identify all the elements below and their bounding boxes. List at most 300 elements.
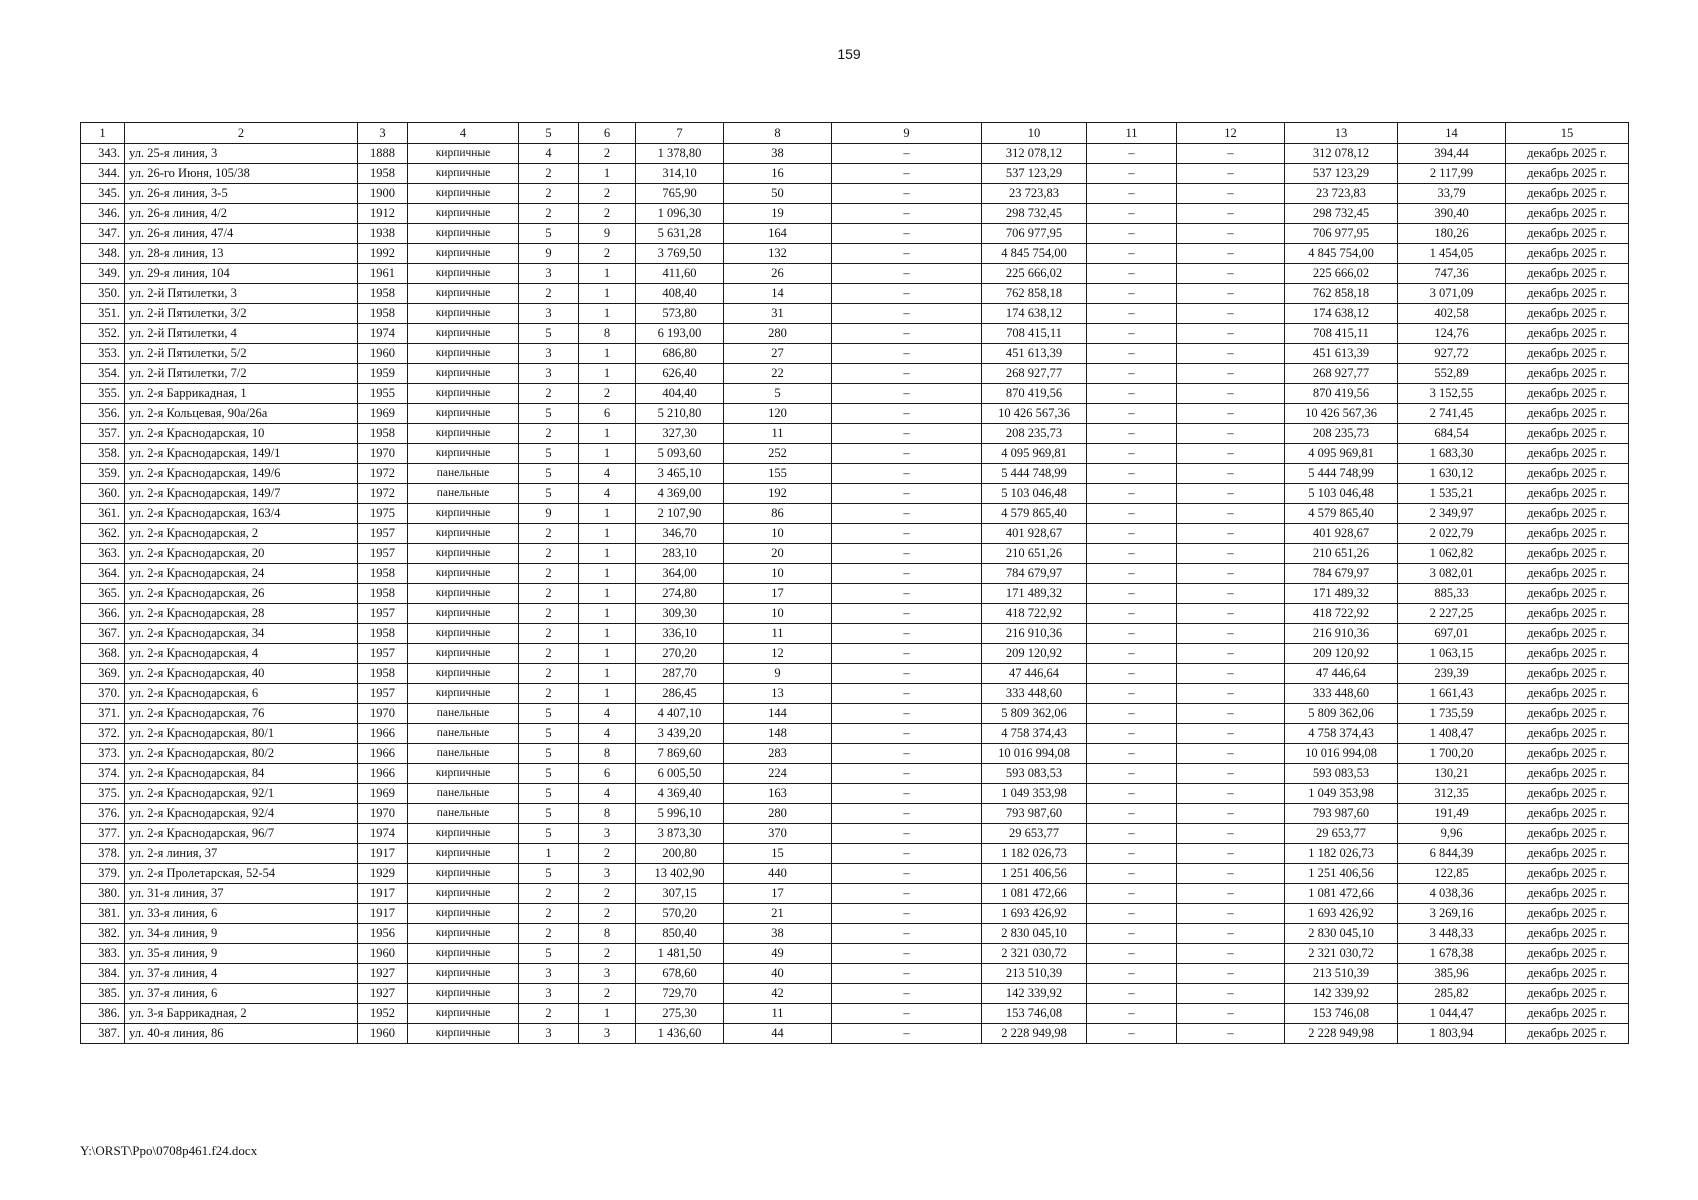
table-cell-col-9: – xyxy=(832,804,982,824)
table-cell-col-4: кирпичные xyxy=(408,824,519,844)
table-cell-col-15: декабрь 2025 г. xyxy=(1506,424,1629,444)
table-cell-col-4: панельные xyxy=(408,464,519,484)
table-cell-col-3: 1972 xyxy=(358,484,408,504)
table-row xyxy=(81,684,1629,704)
table-cell-col-6: 1 xyxy=(579,164,636,184)
table-cell-col-1: 384. xyxy=(81,964,125,984)
table-cell-col-12: – xyxy=(1177,724,1285,744)
table-cell-col-12: – xyxy=(1177,804,1285,824)
table-cell-col-7: 3 769,50 xyxy=(636,244,724,264)
table-cell-col-11: – xyxy=(1087,1024,1177,1044)
table-cell-col-13: 1 693 426,92 xyxy=(1285,904,1398,924)
table-cell-col-11: – xyxy=(1087,424,1177,444)
table-cell-col-1: 375. xyxy=(81,784,125,804)
table-header-row xyxy=(81,123,1629,144)
table-cell-col-6: 1 xyxy=(579,304,636,324)
table-cell-col-14: 180,26 xyxy=(1398,224,1506,244)
table-cell-col-6: 2 xyxy=(579,984,636,1004)
table-cell-col-1: 374. xyxy=(81,764,125,784)
table-cell-col-5: 5 xyxy=(519,804,579,824)
table-cell-col-2: ул. 25-я линия, 3 xyxy=(125,144,358,164)
table-cell-col-15: декабрь 2025 г. xyxy=(1506,984,1629,1004)
table-cell-col-3: 1958 xyxy=(358,164,408,184)
table-cell-col-4: панельные xyxy=(408,784,519,804)
table-cell-col-2: ул. 2-я Краснодарская, 163/4 xyxy=(125,504,358,524)
table-cell-col-7: 4 369,40 xyxy=(636,784,724,804)
table-row xyxy=(81,664,1629,684)
table-cell-col-10: 10 426 567,36 xyxy=(982,404,1087,424)
table-cell-col-10: 4 095 969,81 xyxy=(982,444,1087,464)
table-cell-col-1: 379. xyxy=(81,864,125,884)
table-cell-col-9: – xyxy=(832,444,982,464)
table-cell-col-10: 451 613,39 xyxy=(982,344,1087,364)
table-cell-col-9: – xyxy=(832,164,982,184)
table-cell-col-6: 1 xyxy=(579,604,636,624)
table-cell-col-15: декабрь 2025 г. xyxy=(1506,324,1629,344)
table-cell-col-2: ул. 2-я Краснодарская, 4 xyxy=(125,644,358,664)
table-cell-col-1: 376. xyxy=(81,804,125,824)
table-cell-col-15: декабрь 2025 г. xyxy=(1506,724,1629,744)
table-cell-col-9: – xyxy=(832,484,982,504)
table-cell-col-6: 2 xyxy=(579,144,636,164)
table-cell-col-5: 2 xyxy=(519,684,579,704)
table-cell-col-5: 4 xyxy=(519,144,579,164)
table-cell-col-14: 3 071,09 xyxy=(1398,284,1506,304)
table-cell-col-10: 209 120,92 xyxy=(982,644,1087,664)
table-cell-col-7: 570,20 xyxy=(636,904,724,924)
table-row xyxy=(81,864,1629,884)
table-cell-col-13: 4 845 754,00 xyxy=(1285,244,1398,264)
table-cell-col-15: декабрь 2025 г. xyxy=(1506,364,1629,384)
table-cell-col-7: 309,30 xyxy=(636,604,724,624)
table-cell-col-8: 120 xyxy=(724,404,832,424)
table-cell-col-3: 1960 xyxy=(358,1024,408,1044)
table-cell-col-10: 5 103 046,48 xyxy=(982,484,1087,504)
table-cell-col-15: декабрь 2025 г. xyxy=(1506,164,1629,184)
table-cell-col-5: 3 xyxy=(519,364,579,384)
table-cell-col-1: 373. xyxy=(81,744,125,764)
table-cell-col-8: 86 xyxy=(724,504,832,524)
table-cell-col-14: 3 269,16 xyxy=(1398,904,1506,924)
table-cell-col-4: кирпичные xyxy=(408,624,519,644)
table-cell-col-7: 6 005,50 xyxy=(636,764,724,784)
table-cell-col-8: 50 xyxy=(724,184,832,204)
table-cell-col-15: декабрь 2025 г. xyxy=(1506,444,1629,464)
table-cell-col-7: 286,45 xyxy=(636,684,724,704)
table-cell-col-3: 1970 xyxy=(358,444,408,464)
table-cell-col-3: 1958 xyxy=(358,304,408,324)
table-cell-col-1: 358. xyxy=(81,444,125,464)
table-cell-col-5: 3 xyxy=(519,344,579,364)
table-cell-col-7: 13 402,90 xyxy=(636,864,724,884)
table-cell-col-9: – xyxy=(832,304,982,324)
table-cell-col-9: – xyxy=(832,944,982,964)
table-cell-col-15: декабрь 2025 г. xyxy=(1506,484,1629,504)
table-cell-col-15: декабрь 2025 г. xyxy=(1506,604,1629,624)
table-cell-col-15: декабрь 2025 г. xyxy=(1506,384,1629,404)
table-cell-col-4: кирпичные xyxy=(408,544,519,564)
table-cell-col-13: 2 228 949,98 xyxy=(1285,1024,1398,1044)
table-cell-col-8: 10 xyxy=(724,524,832,544)
table-cell-col-3: 1959 xyxy=(358,364,408,384)
table-cell-col-4: кирпичные xyxy=(408,164,519,184)
table-cell-col-14: 552,89 xyxy=(1398,364,1506,384)
table-cell-col-4: кирпичные xyxy=(408,444,519,464)
table-cell-col-10: 1 251 406,56 xyxy=(982,864,1087,884)
table-cell-col-6: 2 xyxy=(579,204,636,224)
table-cell-col-3: 1958 xyxy=(358,424,408,444)
table-cell-col-13: 5 103 046,48 xyxy=(1285,484,1398,504)
table-cell-col-15: декабрь 2025 г. xyxy=(1506,204,1629,224)
table-cell-col-13: 1 081 472,66 xyxy=(1285,884,1398,904)
table-cell-col-10: 4 845 754,00 xyxy=(982,244,1087,264)
table-row xyxy=(81,324,1629,344)
table-cell-col-14: 312,35 xyxy=(1398,784,1506,804)
table-cell-col-9: – xyxy=(832,364,982,384)
table-cell-col-3: 1969 xyxy=(358,404,408,424)
table-cell-col-14: 1 661,43 xyxy=(1398,684,1506,704)
table-cell-col-14: 124,76 xyxy=(1398,324,1506,344)
table-cell-col-12: – xyxy=(1177,944,1285,964)
table-cell-col-4: кирпичные xyxy=(408,264,519,284)
table-cell-col-12: – xyxy=(1177,524,1285,544)
table-cell-col-4: кирпичные xyxy=(408,564,519,584)
table-row xyxy=(81,924,1629,944)
table-cell-col-11: – xyxy=(1087,784,1177,804)
table-cell-col-10: 4 579 865,40 xyxy=(982,504,1087,524)
table-cell-col-13: 762 858,18 xyxy=(1285,284,1398,304)
table-cell-col-3: 1972 xyxy=(358,464,408,484)
table-cell-col-2: ул. 35-я линия, 9 xyxy=(125,944,358,964)
table-cell-col-12: – xyxy=(1177,204,1285,224)
table-cell-col-13: 216 910,36 xyxy=(1285,624,1398,644)
table-cell-col-8: 440 xyxy=(724,864,832,884)
table-cell-col-11: – xyxy=(1087,504,1177,524)
table-cell-col-9: – xyxy=(832,504,982,524)
table-cell-col-3: 1958 xyxy=(358,284,408,304)
table-cell-col-4: кирпичные xyxy=(408,524,519,544)
table-cell-col-10: 213 510,39 xyxy=(982,964,1087,984)
table-cell-col-10: 5 444 748,99 xyxy=(982,464,1087,484)
table-cell-col-14: 122,85 xyxy=(1398,864,1506,884)
table-cell-col-14: 385,96 xyxy=(1398,964,1506,984)
table-cell-col-5: 2 xyxy=(519,524,579,544)
table-cell-col-15: декабрь 2025 г. xyxy=(1506,904,1629,924)
table-cell-col-3: 1957 xyxy=(358,644,408,664)
table-cell-col-13: 537 123,29 xyxy=(1285,164,1398,184)
table-cell-col-9: – xyxy=(832,424,982,444)
table-cell-col-7: 5 631,28 xyxy=(636,224,724,244)
table-cell-col-1: 359. xyxy=(81,464,125,484)
table-cell-col-14: 1 683,30 xyxy=(1398,444,1506,464)
table-cell-col-15: декабрь 2025 г. xyxy=(1506,784,1629,804)
table-row xyxy=(81,544,1629,564)
table-cell-col-13: 171 489,32 xyxy=(1285,584,1398,604)
table-cell-col-2: ул. 2-я Краснодарская, 10 xyxy=(125,424,358,444)
table-cell-col-15: декабрь 2025 г. xyxy=(1506,964,1629,984)
column-header-2: 2 xyxy=(125,123,358,144)
table-cell-col-9: – xyxy=(832,1024,982,1044)
table-cell-col-8: 224 xyxy=(724,764,832,784)
table-cell-col-10: 1 182 026,73 xyxy=(982,844,1087,864)
table-cell-col-8: 11 xyxy=(724,1004,832,1024)
table-cell-col-5: 3 xyxy=(519,984,579,1004)
table-row xyxy=(81,164,1629,184)
table-cell-col-9: – xyxy=(832,984,982,1004)
table-cell-col-12: – xyxy=(1177,224,1285,244)
table-cell-col-4: кирпичные xyxy=(408,644,519,664)
table-cell-col-12: – xyxy=(1177,664,1285,684)
table-cell-col-11: – xyxy=(1087,864,1177,884)
table-cell-col-7: 327,30 xyxy=(636,424,724,444)
table-cell-col-5: 5 xyxy=(519,864,579,884)
table-cell-col-12: – xyxy=(1177,284,1285,304)
table-cell-col-5: 2 xyxy=(519,644,579,664)
table-cell-col-4: кирпичные xyxy=(408,1004,519,1024)
table-cell-col-2: ул. 2-я Краснодарская, 80/2 xyxy=(125,744,358,764)
table-cell-col-11: – xyxy=(1087,924,1177,944)
table-cell-col-11: – xyxy=(1087,644,1177,664)
table-cell-col-3: 1917 xyxy=(358,904,408,924)
table-cell-col-3: 1938 xyxy=(358,224,408,244)
table-cell-col-6: 1 xyxy=(579,584,636,604)
table-cell-col-13: 333 448,60 xyxy=(1285,684,1398,704)
table-cell-col-10: 706 977,95 xyxy=(982,224,1087,244)
table-cell-col-7: 336,10 xyxy=(636,624,724,644)
table-cell-col-4: кирпичные xyxy=(408,924,519,944)
table-cell-col-15: декабрь 2025 г. xyxy=(1506,664,1629,684)
table-cell-col-7: 408,40 xyxy=(636,284,724,304)
table-cell-col-7: 686,80 xyxy=(636,344,724,364)
table-cell-col-10: 4 758 374,43 xyxy=(982,724,1087,744)
table-cell-col-8: 17 xyxy=(724,884,832,904)
table-cell-col-11: – xyxy=(1087,944,1177,964)
table-cell-col-8: 144 xyxy=(724,704,832,724)
table-cell-col-15: декабрь 2025 г. xyxy=(1506,284,1629,304)
table-cell-col-7: 6 193,00 xyxy=(636,324,724,344)
table-cell-col-11: – xyxy=(1087,624,1177,644)
table-cell-col-1: 366. xyxy=(81,604,125,624)
table-cell-col-13: 451 613,39 xyxy=(1285,344,1398,364)
table-cell-col-8: 192 xyxy=(724,484,832,504)
table-cell-col-10: 1 693 426,92 xyxy=(982,904,1087,924)
table-cell-col-9: – xyxy=(832,684,982,704)
table-cell-col-3: 1960 xyxy=(358,944,408,964)
table-row xyxy=(81,824,1629,844)
table-cell-col-5: 2 xyxy=(519,1004,579,1024)
table-cell-col-14: 2 117,99 xyxy=(1398,164,1506,184)
table-cell-col-7: 2 107,90 xyxy=(636,504,724,524)
table-cell-col-7: 1 096,30 xyxy=(636,204,724,224)
table-cell-col-7: 275,30 xyxy=(636,1004,724,1024)
table-cell-col-7: 5 996,10 xyxy=(636,804,724,824)
table-cell-col-14: 697,01 xyxy=(1398,624,1506,644)
table-cell-col-8: 163 xyxy=(724,784,832,804)
table-cell-col-11: – xyxy=(1087,304,1177,324)
column-header-13: 13 xyxy=(1285,123,1398,144)
table-cell-col-9: – xyxy=(832,264,982,284)
table-cell-col-11: – xyxy=(1087,404,1177,424)
table-cell-col-5: 5 xyxy=(519,744,579,764)
table-row xyxy=(81,884,1629,904)
table-cell-col-5: 1 xyxy=(519,844,579,864)
table-cell-col-14: 1 063,15 xyxy=(1398,644,1506,664)
table-cell-col-1: 368. xyxy=(81,644,125,664)
table-cell-col-2: ул. 2-я Краснодарская, 24 xyxy=(125,564,358,584)
column-header-7: 7 xyxy=(636,123,724,144)
table-cell-col-2: ул. 2-я Краснодарская, 34 xyxy=(125,624,358,644)
table-cell-col-11: – xyxy=(1087,524,1177,544)
table-cell-col-8: 370 xyxy=(724,824,832,844)
table-cell-col-11: – xyxy=(1087,484,1177,504)
table-cell-col-10: 5 809 362,06 xyxy=(982,704,1087,724)
table-cell-col-10: 784 679,97 xyxy=(982,564,1087,584)
table-cell-col-11: – xyxy=(1087,884,1177,904)
table-cell-col-7: 274,80 xyxy=(636,584,724,604)
table-cell-col-1: 370. xyxy=(81,684,125,704)
table-cell-col-9: – xyxy=(832,464,982,484)
table-cell-col-3: 1970 xyxy=(358,804,408,824)
table-cell-col-7: 346,70 xyxy=(636,524,724,544)
table-cell-col-7: 4 369,00 xyxy=(636,484,724,504)
table-cell-col-14: 885,33 xyxy=(1398,584,1506,604)
table-cell-col-3: 1952 xyxy=(358,1004,408,1024)
table-cell-col-4: кирпичные xyxy=(408,504,519,524)
table-cell-col-7: 307,15 xyxy=(636,884,724,904)
table-cell-col-6: 1 xyxy=(579,264,636,284)
table-cell-col-3: 1957 xyxy=(358,544,408,564)
table-cell-col-3: 1960 xyxy=(358,344,408,364)
table-cell-col-2: ул. 2-я Краснодарская, 96/7 xyxy=(125,824,358,844)
table-cell-col-14: 1 678,38 xyxy=(1398,944,1506,964)
table-cell-col-11: – xyxy=(1087,164,1177,184)
table-cell-col-8: 13 xyxy=(724,684,832,704)
table-cell-col-13: 793 987,60 xyxy=(1285,804,1398,824)
table-cell-col-7: 678,60 xyxy=(636,964,724,984)
table-row xyxy=(81,224,1629,244)
table-cell-col-7: 3 439,20 xyxy=(636,724,724,744)
table-cell-col-14: 747,36 xyxy=(1398,264,1506,284)
table-cell-col-2: ул. 2-я Краснодарская, 2 xyxy=(125,524,358,544)
table-cell-col-7: 765,90 xyxy=(636,184,724,204)
table-cell-col-13: 1 182 026,73 xyxy=(1285,844,1398,864)
table-cell-col-12: – xyxy=(1177,1004,1285,1024)
table-cell-col-9: – xyxy=(832,184,982,204)
table-cell-col-12: – xyxy=(1177,344,1285,364)
table-cell-col-9: – xyxy=(832,724,982,744)
table-cell-col-7: 850,40 xyxy=(636,924,724,944)
table-cell-col-12: – xyxy=(1177,444,1285,464)
table-cell-col-12: – xyxy=(1177,964,1285,984)
table-cell-col-8: 21 xyxy=(724,904,832,924)
table-cell-col-10: 174 638,12 xyxy=(982,304,1087,324)
table-cell-col-11: – xyxy=(1087,444,1177,464)
table-cell-col-6: 4 xyxy=(579,724,636,744)
table-cell-col-1: 362. xyxy=(81,524,125,544)
table-cell-col-3: 1957 xyxy=(358,524,408,544)
table-cell-col-7: 364,00 xyxy=(636,564,724,584)
table-cell-col-10: 216 910,36 xyxy=(982,624,1087,644)
table-cell-col-6: 1 xyxy=(579,524,636,544)
table-cell-col-10: 29 653,77 xyxy=(982,824,1087,844)
table-cell-col-8: 9 xyxy=(724,664,832,684)
table-cell-col-10: 1 049 353,98 xyxy=(982,784,1087,804)
column-header-3: 3 xyxy=(358,123,408,144)
table-cell-col-2: ул. 2-й Пятилетки, 5/2 xyxy=(125,344,358,364)
table-cell-col-13: 706 977,95 xyxy=(1285,224,1398,244)
table-cell-col-12: – xyxy=(1177,684,1285,704)
table-cell-col-4: кирпичные xyxy=(408,284,519,304)
table-cell-col-10: 208 235,73 xyxy=(982,424,1087,444)
table-cell-col-9: – xyxy=(832,544,982,564)
table-cell-col-6: 1 xyxy=(579,544,636,564)
table-cell-col-11: – xyxy=(1087,684,1177,704)
table-cell-col-2: ул. 2-я Краснодарская, 149/1 xyxy=(125,444,358,464)
table-cell-col-12: – xyxy=(1177,164,1285,184)
table-cell-col-11: – xyxy=(1087,964,1177,984)
table-cell-col-15: декабрь 2025 г. xyxy=(1506,464,1629,484)
table-cell-col-3: 1975 xyxy=(358,504,408,524)
table-cell-col-10: 762 858,18 xyxy=(982,284,1087,304)
table-cell-col-9: – xyxy=(832,224,982,244)
table-cell-col-7: 1 378,80 xyxy=(636,144,724,164)
table-cell-col-1: 371. xyxy=(81,704,125,724)
table-cell-col-8: 38 xyxy=(724,144,832,164)
table-cell-col-12: – xyxy=(1177,584,1285,604)
table-cell-col-5: 5 xyxy=(519,404,579,424)
table-cell-col-8: 280 xyxy=(724,804,832,824)
table-cell-col-10: 418 722,92 xyxy=(982,604,1087,624)
table-cell-col-1: 378. xyxy=(81,844,125,864)
table-cell-col-1: 381. xyxy=(81,904,125,924)
table-cell-col-5: 2 xyxy=(519,624,579,644)
table-cell-col-4: панельные xyxy=(408,744,519,764)
table-cell-col-4: кирпичные xyxy=(408,324,519,344)
table-cell-col-13: 29 653,77 xyxy=(1285,824,1398,844)
table-cell-col-13: 1 049 353,98 xyxy=(1285,784,1398,804)
table-cell-col-9: – xyxy=(832,604,982,624)
table-cell-col-8: 27 xyxy=(724,344,832,364)
table-cell-col-15: декабрь 2025 г. xyxy=(1506,644,1629,664)
table-cell-col-6: 1 xyxy=(579,684,636,704)
table-cell-col-4: кирпичные xyxy=(408,684,519,704)
table-cell-col-3: 1956 xyxy=(358,924,408,944)
table-row xyxy=(81,564,1629,584)
table-cell-col-9: – xyxy=(832,964,982,984)
table-cell-col-6: 4 xyxy=(579,464,636,484)
table-body xyxy=(81,144,1629,1044)
table-cell-col-1: 343. xyxy=(81,144,125,164)
table-cell-col-1: 369. xyxy=(81,664,125,684)
table-cell-col-9: – xyxy=(832,884,982,904)
table-cell-col-12: – xyxy=(1177,884,1285,904)
table-cell-col-15: декабрь 2025 г. xyxy=(1506,764,1629,784)
table-cell-col-3: 1974 xyxy=(358,324,408,344)
table-cell-col-7: 3 465,10 xyxy=(636,464,724,484)
table-cell-col-14: 684,54 xyxy=(1398,424,1506,444)
table-row xyxy=(81,144,1629,164)
table-cell-col-12: – xyxy=(1177,424,1285,444)
table-cell-col-4: кирпичные xyxy=(408,984,519,1004)
table-cell-col-2: ул. 2-я Краснодарская, 28 xyxy=(125,604,358,624)
table-cell-col-3: 1957 xyxy=(358,684,408,704)
table-cell-col-9: – xyxy=(832,584,982,604)
table-cell-col-9: – xyxy=(832,144,982,164)
table-cell-col-13: 2 321 030,72 xyxy=(1285,944,1398,964)
table-cell-col-1: 354. xyxy=(81,364,125,384)
table-cell-col-2: ул. 31-я линия, 37 xyxy=(125,884,358,904)
table-row xyxy=(81,484,1629,504)
